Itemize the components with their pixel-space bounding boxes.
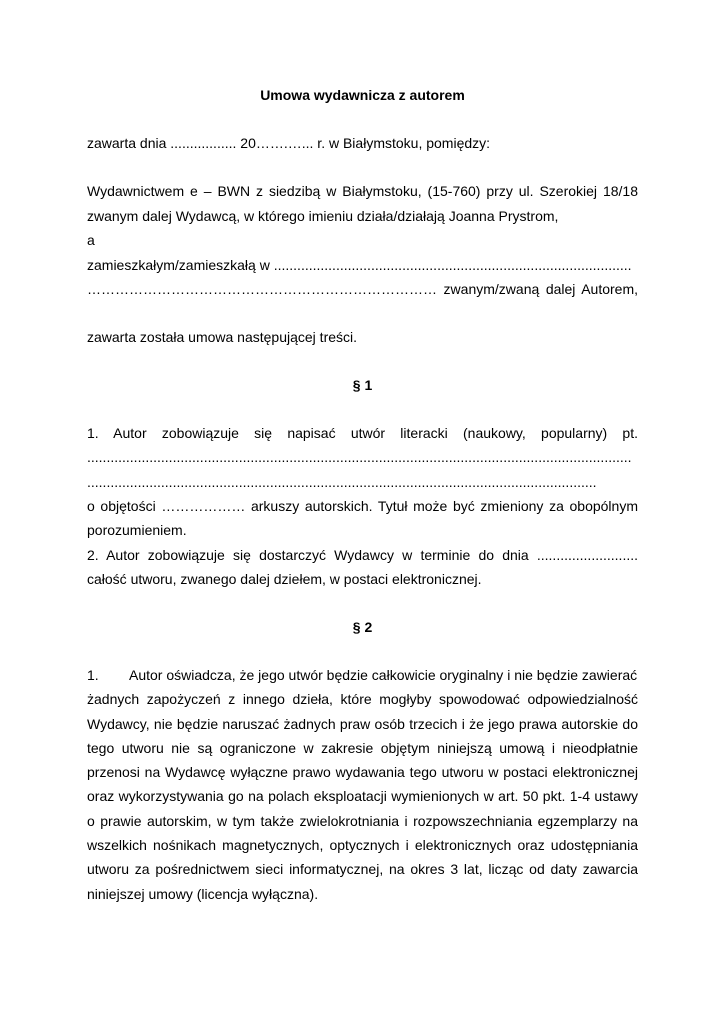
section-line: żadnych zapożyczeń z innego dzieła, które mogłyby spowodować odpowiedzialność <box>87 691 638 707</box>
section-line <box>87 665 638 685</box>
section-line: przenosi na Wydawcę wyłączne prawo wydawania tego utworu w postaci elektronicznej <box>87 764 638 780</box>
section-line: ............................................................................................................................................ <box>87 449 632 465</box>
agreement-statement: zawarta została umowa następującej treści. <box>87 329 358 345</box>
section-heading: § 1 <box>352 377 373 393</box>
section-line: całość utworu, zwanego dalej dziełem, w postaci elektronicznej. <box>87 571 482 587</box>
party-line: zwanym dalej Wydawcą, w którego imieniu działa/działają Joanna Prystrom, <box>87 208 559 224</box>
section-line: oraz wykorzystywania go na polach eksploatacji wymienionych w art. 50 pkt. 1-4 ustawy <box>87 788 638 804</box>
party-line: zamieszkałym/zamieszkałą w ............................................................................................ <box>87 257 632 273</box>
section-line: porozumieniem. <box>87 522 187 538</box>
document-title: Umowa wydawnicza z autorem <box>260 87 465 103</box>
section-line: utworu za pośrednictwem sieci informatycznej, na okres 3 lat, licząc od daty zawarcia <box>87 861 638 877</box>
section-line: wszelkich nośnikach magnetycznych, optycznych i elektronicznych oraz udostępniania <box>87 837 638 853</box>
section-line: tego utworu nie są ograniczone w zakresie objętym niniejszą umową i nieodpłatnie <box>87 740 638 756</box>
party-line: Wydawnictwem e – BWN z siedzibą w Białymstoku, (15-760) przy ul. Szerokiej 18/18 <box>87 183 638 199</box>
party-line: a <box>87 232 95 248</box>
section-line: ................................................................................................................................... <box>87 474 597 490</box>
contract-date-line: zawarta dnia ................. 20…….…... r. w Białymstoku, pomiędzy: <box>87 135 491 151</box>
party-line: ………………………………………………………………… zwanym/zwaną dalej Autorem, <box>87 281 638 297</box>
section-line: o objętości ……………… arkuszy autorskich. Tytuł może być zmieniony za obopólnym <box>87 498 638 514</box>
section-line: 2. Autor zobowiązuje się dostarczyć Wydawcy w terminie do dnia .......................... <box>87 547 638 563</box>
section-line: Wydawcy, nie będzie naruszać żadnych praw osób trzecich i że jego prawa autorskie do <box>87 716 638 732</box>
section-heading: § 2 <box>352 619 373 635</box>
section-line: 1. Autor zobowiązuje się napisać utwór literacki (naukowy, popularny) pt. <box>87 425 638 441</box>
section-line: niniejszej umowy (licencja wyłączna). <box>87 886 319 902</box>
item-number: 1. <box>87 667 99 683</box>
section-text: Autor oświadcza, że jego utwór będzie całkowicie oryginalny i nie będzie zawierać <box>129 667 638 683</box>
section-line: o prawie autorskim, w tym także zwielokrotniania i rozpowszechniania egzemplarzy na <box>87 813 638 829</box>
